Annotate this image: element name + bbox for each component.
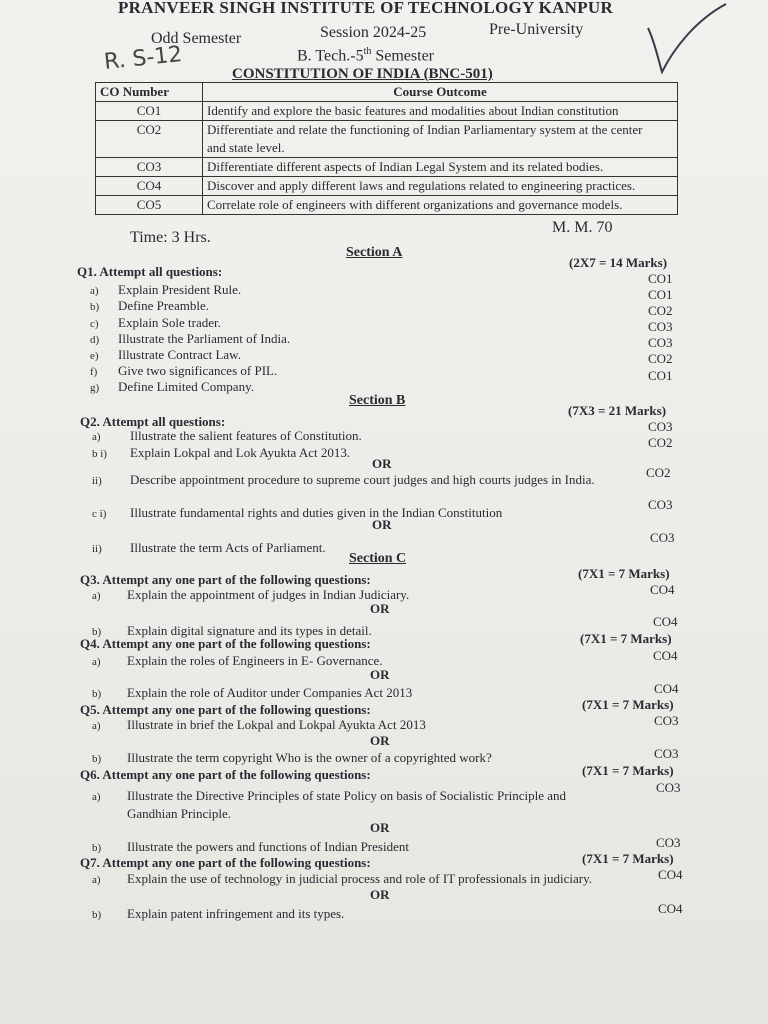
q4-heading: Q4. Attempt any one part of the following questions: [80, 636, 371, 651]
item-text: Explain the use of technology in judicial process and role of IT professionals in judiciary. [127, 871, 592, 886]
course-outcome: Correlate role of engineers with different organizations and governance models. [203, 196, 678, 215]
question-item [92, 653, 383, 669]
item-text: Illustrate Contract Law. [118, 347, 241, 362]
co-tag: CO1 [648, 271, 673, 286]
item-label: a) [92, 590, 101, 602]
course-outcome: Discover and apply different laws and regulations related to engineering practices. [203, 177, 678, 196]
question-item [92, 906, 344, 922]
question-item [92, 839, 409, 855]
item-text: Give two significances of PIL. [118, 363, 278, 378]
co-tag: CO3 [648, 319, 673, 334]
question-item [92, 472, 595, 488]
or-separator: OR [370, 887, 390, 902]
item-text: Explain Lokpal and Lok Ayukta Act 2013. [130, 445, 351, 460]
item-text: Explain the appointment of judges in Indian Judiciary. [127, 587, 410, 602]
co-tag: CO4 [658, 867, 683, 882]
q5-marks: (7X1 = 7 Marks) [582, 697, 674, 712]
q2-marks: (7X3 = 21 Marks) [568, 403, 667, 418]
co-tag: CO2 [648, 303, 673, 318]
item-label: b) [90, 301, 100, 313]
q5-heading: Q5. Attempt any one part of the following questions: [80, 702, 371, 717]
co-tag: CO4 [650, 582, 675, 597]
question-item [90, 347, 241, 363]
question-item [92, 871, 592, 887]
co-tag: CO3 [656, 780, 681, 795]
co-number: CO4 [96, 177, 203, 196]
item-label: c) [90, 318, 99, 330]
co-tag: CO3 [650, 530, 675, 545]
item-label: a) [90, 285, 99, 297]
question-item [90, 331, 290, 347]
or-separator: OR [372, 517, 392, 532]
item-text: Explain digital signature and its types in detail. [127, 623, 372, 638]
co-tag: CO4 [658, 901, 683, 916]
item-text: Illustrate the Parliament of India. [118, 331, 291, 346]
question-item [92, 685, 412, 701]
course-label: B. Tech.-5th Semester [297, 46, 435, 65]
q1-marks: (2X7 = 14 Marks) [569, 255, 668, 270]
co-tag: CO1 [648, 368, 673, 383]
item-label: a) [92, 874, 101, 886]
or-separator: OR [370, 733, 390, 748]
question-item [92, 540, 326, 556]
table-row [96, 177, 678, 196]
co-tag: CO3 [654, 713, 679, 728]
item-label: d) [90, 334, 100, 346]
co-tag: CO4 [654, 681, 679, 696]
course-outcome-line: Differentiate and relate the functioning of Indian Parliamentary system at the center [207, 122, 643, 137]
or-separator: OR [370, 820, 390, 835]
item-text: Explain the role of Auditor under Companies Act 2013 [127, 685, 413, 700]
item-label: b) [92, 688, 102, 700]
item-label: b) [92, 753, 102, 765]
item-label: f) [90, 366, 98, 378]
co-tag: CO1 [648, 287, 673, 302]
item-text: Describe appointment procedure to supreme court judges and high courts judges in India. [130, 472, 595, 487]
handwritten-note: R. S-12 [102, 41, 184, 76]
section-c-title: Section C [349, 551, 407, 566]
item-text: Illustrate the term Acts of Parliament. [130, 540, 326, 555]
or-separator: OR [372, 456, 392, 471]
co-number: CO2 [96, 121, 203, 158]
co-tag: CO4 [653, 648, 678, 663]
table-row [96, 196, 678, 215]
item-label: c i) [92, 508, 107, 520]
item-text: Define Limited Company. [118, 379, 254, 394]
table-header-row [96, 83, 678, 102]
question-item [90, 298, 209, 314]
item-text: Illustrate the salient features of Constitution. [130, 428, 362, 443]
table-row [96, 121, 678, 158]
item-text: Define Preamble. [118, 298, 209, 313]
item-text: Explain patent infringement and its types. [127, 906, 345, 921]
co-tag: CO4 [653, 614, 678, 629]
item-label: e) [90, 350, 99, 362]
max-marks-label: M. M. 70 [552, 219, 613, 236]
col-header-course-outcome: Course Outcome [203, 83, 678, 102]
item-label: b) [92, 842, 102, 854]
co-tag: CO3 [648, 419, 673, 434]
item-text: Explain President Rule. [118, 282, 242, 297]
question-item [92, 587, 409, 603]
section-a-title: Section A [346, 245, 403, 260]
item-label: a) [92, 791, 101, 803]
co-number: CO5 [96, 196, 203, 215]
question-item [92, 445, 350, 461]
q7-heading: Q7. Attempt any one part of the following questions: [80, 855, 371, 870]
q3-heading: Q3. Attempt any one part of the following questions: [80, 572, 371, 587]
col-header-co-number: CO Number [96, 83, 203, 102]
question-item [90, 363, 277, 379]
exam-type-label: Pre-University [489, 21, 584, 38]
item-text: Illustrate the term copyright Who is the owner of a copyrighted work? [127, 750, 492, 765]
item-label: b) [92, 626, 102, 638]
semester-label: Odd Semester [151, 30, 242, 47]
item-label: b) [92, 909, 102, 921]
question-item [90, 282, 241, 298]
co-tag: CO2 [648, 351, 673, 366]
question-item [92, 717, 426, 733]
subject-title: CONSTITUTION OF INDIA (BNC-501) [232, 66, 493, 82]
q1-heading: Q1. Attempt all questions: [77, 264, 223, 279]
course-outcome-line: and state level. [207, 140, 285, 155]
co-tag: CO3 [656, 835, 681, 850]
q7-marks: (7X1 = 7 Marks) [582, 851, 674, 866]
question-item [90, 379, 254, 395]
q6-heading: Q6. Attempt any one part of the following questions: [80, 767, 371, 782]
course-outcome: Identify and explore the basic features and modalities about Indian constitution [203, 102, 678, 121]
co-tag: CO2 [648, 435, 673, 450]
institute-name: PRANVEER SINGH INSTITUTE OF TECHNOLOGY KANPUR [118, 0, 614, 17]
item-label: ii) [92, 475, 102, 487]
item-text: Explain Sole trader. [118, 315, 221, 330]
table-row [96, 158, 678, 177]
item-label: a) [92, 431, 101, 443]
item-label: ii) [92, 543, 102, 555]
item-label: b i) [92, 448, 107, 460]
q4-marks: (7X1 = 7 Marks) [580, 631, 672, 646]
co-tag: CO3 [648, 497, 673, 512]
question-item [92, 750, 492, 766]
session-label: Session 2024-25 [320, 24, 427, 41]
question-item [92, 788, 566, 804]
q2-heading: Q2. Attempt all questions: [80, 414, 226, 429]
course-outcome [203, 121, 678, 158]
course-outcome: Differentiate different aspects of Indian Legal System and its related bodies. [203, 158, 678, 177]
co-tag: CO2 [646, 465, 671, 480]
or-separator: OR [370, 601, 390, 616]
co-number: CO3 [96, 158, 203, 177]
item-label: g) [90, 382, 100, 394]
co-tag: CO3 [648, 335, 673, 350]
course-outcome-table [95, 82, 678, 215]
q6-marks: (7X1 = 7 Marks) [582, 763, 674, 778]
or-separator: OR [370, 667, 390, 682]
item-text: Explain the roles of Engineers in E- Governance. [127, 653, 383, 668]
time-label: Time: 3 Hrs. [130, 229, 211, 246]
q3-marks: (7X1 = 7 Marks) [578, 566, 670, 581]
question-item [92, 428, 362, 444]
item-text-continued: Gandhian Principle. [127, 806, 231, 821]
question-item [90, 315, 221, 331]
section-b-title: Section B [349, 393, 406, 408]
co-number: CO1 [96, 102, 203, 121]
item-label: a) [92, 720, 101, 732]
item-text: Illustrate in brief the Lokpal and Lokpal Ayukta Act 2013 [127, 717, 426, 732]
item-label: a) [92, 656, 101, 668]
item-text: Illustrate fundamental rights and duties given in the Indian Constitution [130, 505, 503, 520]
co-tag: CO3 [654, 746, 679, 761]
item-text: Illustrate the Directive Principles of state Policy on basis of Socialistic Principle and [127, 788, 567, 803]
table-row [96, 102, 678, 121]
question-item [92, 505, 502, 521]
checkmark-icon [640, 0, 730, 80]
item-text: Illustrate the powers and functions of Indian President [127, 839, 409, 854]
